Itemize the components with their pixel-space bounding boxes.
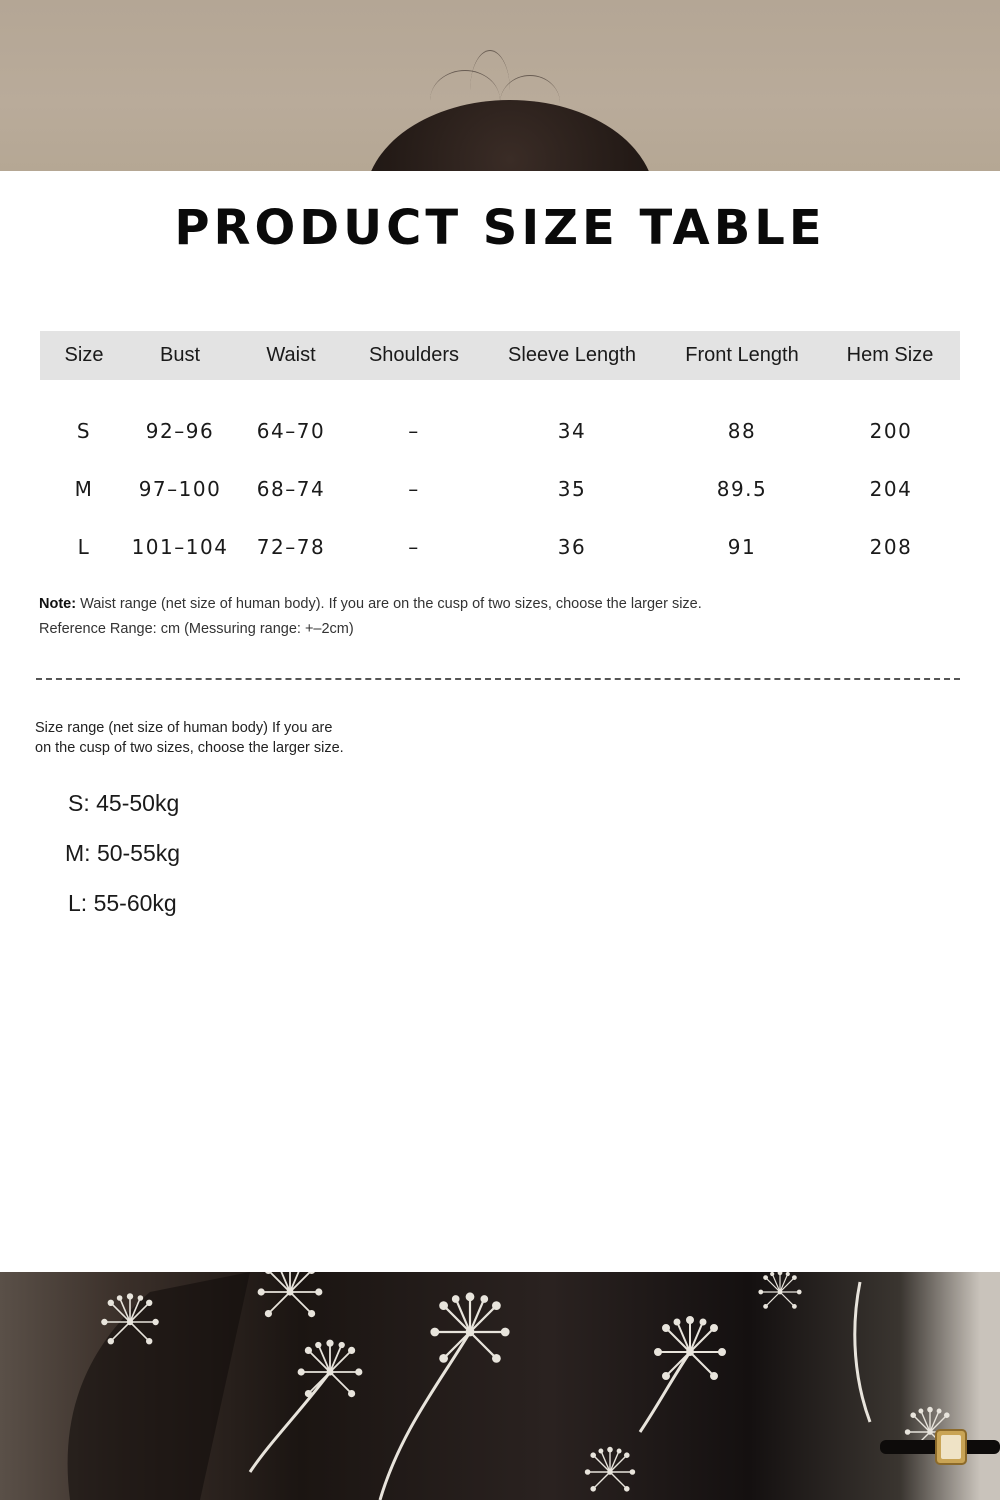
header-sleeve-length: Sleeve Length bbox=[508, 344, 636, 366]
size-range-line: Size range (net size of human body) If you are bbox=[35, 720, 333, 736]
table-cell: 200 bbox=[869, 419, 913, 443]
header-size: Size bbox=[64, 344, 104, 366]
reference-range-note: Reference Range: cm (Messuring range: +–2cm) bbox=[39, 621, 354, 637]
size-range-line: on the cusp of two sizes, choose the larger size. bbox=[35, 740, 344, 756]
table-cell: 208 bbox=[869, 535, 913, 559]
header-hem-size: Hem Size bbox=[846, 344, 934, 366]
header-front-length: Front Length bbox=[685, 344, 799, 366]
header-bust: Bust bbox=[159, 344, 201, 366]
weight-size-m: M: 50-55kg bbox=[65, 840, 181, 866]
table-cell: – bbox=[408, 419, 420, 443]
table-cell: 89.5 bbox=[716, 477, 768, 501]
table-cell: 35 bbox=[557, 477, 587, 501]
table-cell: 204 bbox=[869, 477, 913, 501]
table-cell: 92–96 bbox=[145, 419, 215, 443]
table-cell: 101–104 bbox=[131, 535, 229, 559]
dandelion-embroidery-pattern bbox=[0, 1272, 1000, 1500]
weight-size-l: L: 55-60kg bbox=[68, 890, 177, 916]
table-cell: 91 bbox=[727, 535, 757, 559]
table-cell: M bbox=[74, 477, 94, 501]
note-text: Waist range (net size of human body). If you are on the cusp of two sizes, choose the larger size. bbox=[76, 596, 702, 612]
page-title: PRODUCT SIZE TABLE bbox=[174, 200, 826, 256]
table-cell: 72–78 bbox=[256, 535, 326, 559]
table-cell: – bbox=[408, 535, 420, 559]
table-cell: L bbox=[77, 535, 91, 559]
header-shoulders: Shoulders bbox=[368, 344, 460, 366]
header-waist: Waist bbox=[266, 344, 316, 366]
size-range-intro bbox=[35, 718, 395, 758]
table-cell: – bbox=[408, 477, 420, 501]
bottom-product-photo bbox=[0, 1272, 1000, 1500]
dashed-divider bbox=[36, 678, 960, 680]
top-product-photo bbox=[0, 0, 1000, 171]
table-note bbox=[39, 596, 702, 612]
table-cell: 68–74 bbox=[256, 477, 326, 501]
weight-size-s: S: 45-50kg bbox=[68, 790, 180, 816]
table-cell: 34 bbox=[557, 419, 587, 443]
table-cell: 36 bbox=[557, 535, 587, 559]
note-label: Note: bbox=[39, 596, 77, 612]
table-cell: 64–70 bbox=[256, 419, 326, 443]
table-cell: S bbox=[76, 419, 92, 443]
table-cell: 88 bbox=[727, 419, 757, 443]
table-cell: 97–100 bbox=[138, 477, 222, 501]
